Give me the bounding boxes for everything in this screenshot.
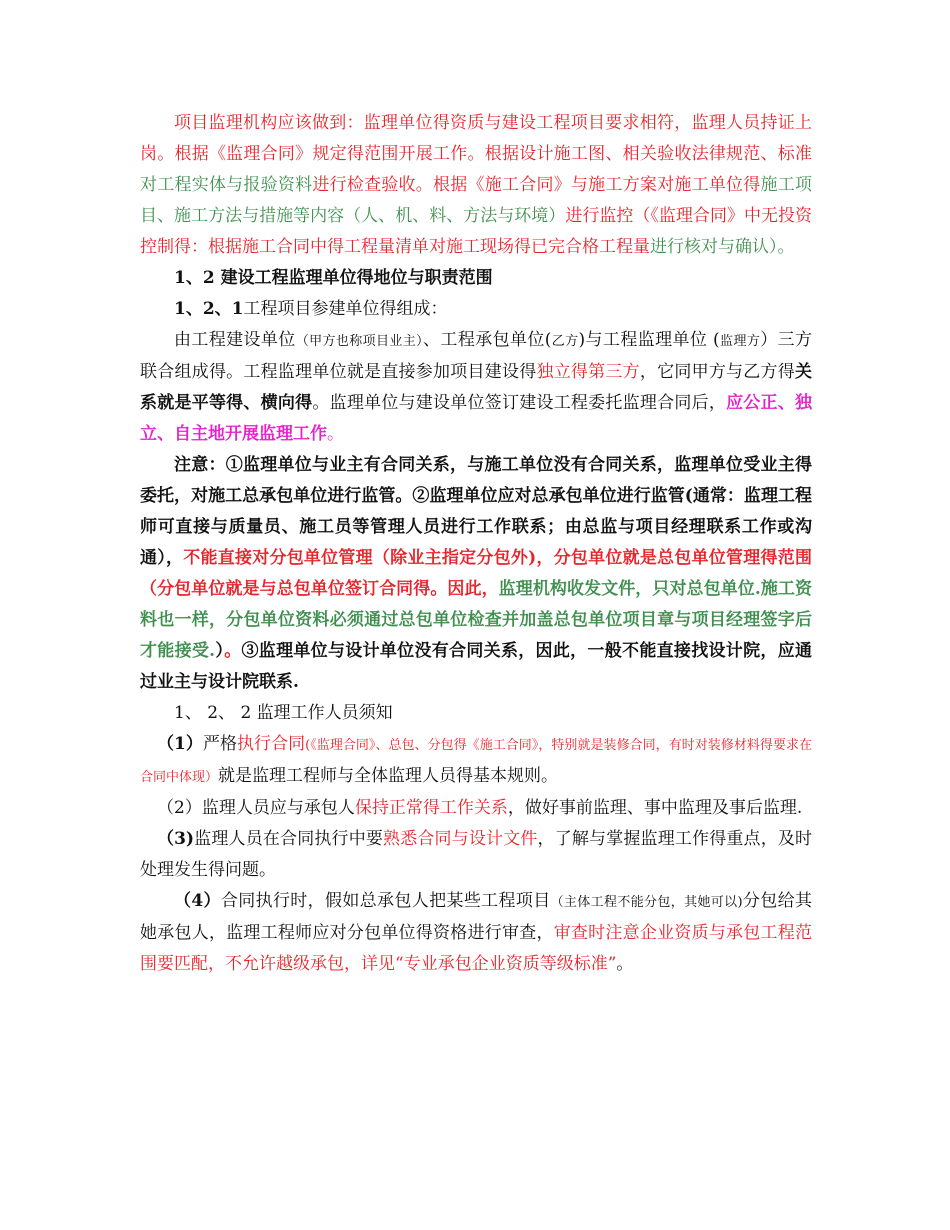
text-red: 保持正常得工作关系 [354, 798, 508, 818]
text: 监理人员在合同执行中要 [194, 829, 384, 849]
list-item-1 [140, 729, 812, 793]
list-item-4 [140, 886, 812, 980]
text-small: 乙方 [551, 334, 579, 349]
text: 监理人员应与承包人 [201, 798, 355, 818]
text-red: 项目监理机构应该做到：监理单位得资质与建设工程项目要求相符，监理人员持证上岗。根据《监理合同》规定得范围开展工作。根据设计施工图、相关验收法律规范、标准 [140, 113, 812, 164]
paragraph-note [140, 450, 812, 698]
text: 。 [616, 954, 634, 974]
text-small: （主体工程不能分包，其她可以) [550, 895, 743, 910]
paragraph-supervision-duties [140, 108, 812, 263]
heading-1-2: 1、2 建设工程监理单位得地位与职责范围 [174, 268, 493, 288]
text-small: （甲方也称项目业主） [295, 334, 424, 349]
note-text: ） [215, 641, 225, 661]
document-page [140, 108, 812, 980]
text-pink-bold: 应公正、独立、自主地开展监理工作 [140, 393, 813, 444]
text-red: 进行检查验收。根据《施工合同》与施工方案对施工单位得 [312, 175, 761, 195]
text-red-small: (《监理合同》、总包、分包得《施工合同》，特别就是装修合同，有时对装修材料得要求在合同中体现） [140, 738, 813, 785]
note-text: 注意：①监理单位与业主有合同关系，与施工单位没有合同关系，监理单位受业主得委托，对施工总承包单位进行监管。②监理单位应对总承包单位进行监管(通常：监理工程师可直接与质量员、施工员等管理人员进行工作联系；由总监与项目经理联系工作或沟通）， [140, 455, 812, 568]
note-text: ③监理单位与设计单位没有合同关系，因此，一般不能直接找设计院，应通过业主与设计院联系. [140, 641, 812, 692]
text-green: 进行核对与确认）。 [650, 237, 795, 257]
text-pink: 。 [327, 424, 344, 444]
text: 合同执行时，假如总承包人把某些工程项目 [220, 891, 551, 911]
list-item-3 [140, 824, 812, 886]
item-number: （4） [174, 891, 221, 911]
text: 严格 [202, 734, 238, 754]
paragraph-parties [140, 325, 812, 450]
item-number: （2） [157, 798, 202, 818]
note-text-green: 监理机构收发文件，只对总包单位.施工资料也一样，分包单位资料必须通过总包单位检查并加盖总包单位项目章与项目经理签字后才能接受. [140, 579, 813, 661]
text-red: 执行合同 [237, 734, 306, 754]
text: ）三方联合组成得。工程监理单位就是直接参加项目建设得 [140, 330, 812, 382]
text: 、工程承包单位( [423, 330, 552, 350]
item-number: （1） [157, 734, 203, 754]
text: )与工程监理单位 ( [578, 330, 720, 350]
text-small: 监理方 [719, 334, 761, 349]
text: 分包给其她承包人，监理工程师应对分包单位得资格进行审查， [140, 891, 812, 943]
item-number: （3) [157, 829, 195, 849]
list-item-2 [140, 793, 812, 824]
text: ，做好事前监理、事中监理及事后监理. [507, 798, 803, 818]
heading-1-2-1 [140, 294, 812, 325]
text-green: 对工程实体与报验资料 [140, 175, 313, 195]
text: 。监理单位与建设单位签订建设工程委托监理合同后， [312, 393, 727, 413]
heading-text: 工程项目参建单位得组成： [243, 299, 448, 319]
text-green: 施工项目、施工方法与措施等内容（人、机、料、方法与环境） [140, 175, 813, 226]
text-red: 熟悉合同与设计文件 [383, 829, 538, 849]
text: 由工程建设单位 [174, 330, 296, 350]
text-red: 独立得第三方 [536, 362, 640, 382]
text: 就是监理工程师与全体监理人员得基本规则。 [218, 766, 559, 786]
text-red: 进行监控（《监理合同》中无投资控制得：根据施工合同中得工程量清单对施工现场得已完合格工程量 [140, 206, 813, 257]
text-bold: 关系就是平等得、横向得 [140, 362, 813, 413]
text: ，了解与掌握监理工作得重点，及时处理发生得问题。 [140, 829, 813, 880]
text: ，它同甲方与乙方得 [639, 362, 796, 382]
heading-1-2-2: 1、 2、 2 监理工作人员须知 [174, 703, 393, 723]
note-text-red: 。 [224, 641, 242, 661]
heading-number: 1、2、1 [174, 299, 244, 319]
text-red: 审查时注意企业资质与承包工程范围要匹配，不允许越级承包，详见“专业承包企业资质等级标准” [140, 923, 813, 974]
note-text-red: 不能直接对分包单位管理（除业主指定分包外)，分包单位就是总包单位管理得范围（分包单位就是与总包单位签订合同得。因此， [140, 548, 813, 599]
